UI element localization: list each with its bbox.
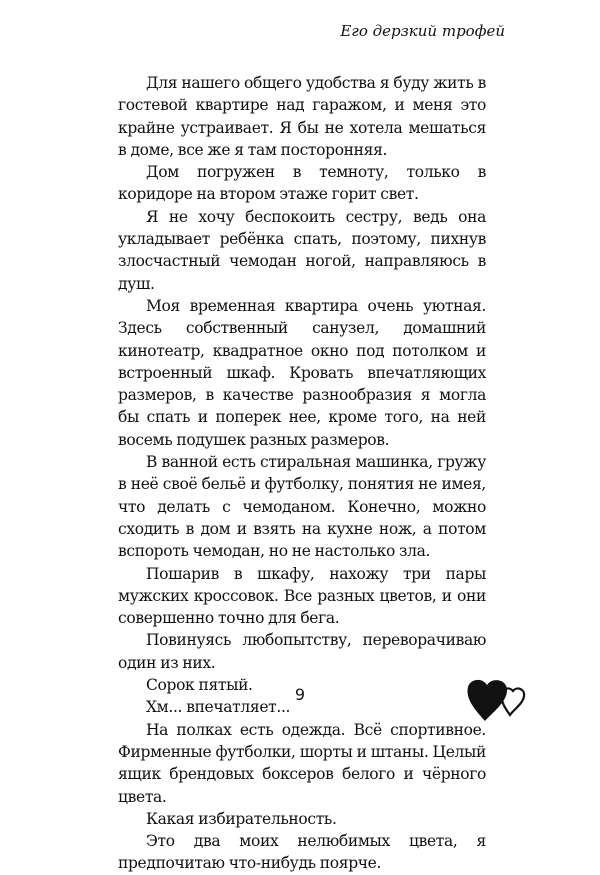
paragraph: Я не хочу беспокоить сестру, ведь она укладывает ребёнка спать, поэтому, пихнув злосчастный чемодан ногой, направляюсь в душ. [118, 207, 486, 293]
body-text [118, 72, 486, 875]
paragraph: Для нашего общего удобства я буду жить в гостевой квартире над гаражом, и меня это крайне устраивает. Я бы не хотела мешаться в доме, все же я там посторонняя. [118, 74, 486, 159]
paragraph: На полках есть одежда. Всё спортивное. Фирменные футболки, шорты и штаны. Целый ящик брендовых боксеров белого и чёрного цвета. [118, 720, 486, 806]
paragraph: Дом погружен в темноту, только в коридоре на втором этаже горит свет. [118, 163, 486, 204]
paragraph: Повинуясь любопытству, переворачиваю один из них. [118, 631, 486, 672]
paragraph: Хм... впечатляет... [146, 698, 291, 717]
paragraph: Какая избирательность. [146, 809, 337, 828]
paragraph: Моя временная квартира очень уютная. Здесь собственный санузел, домашний кинотеатр, квадратное окно под потолком и встроенный шкаф. Кровать впечатляющих размеров, в качестве разнообразия я могла бы спать и поперек нее, кроме того, на ней восемь подушек разных размеров. [118, 296, 486, 449]
page-number: 9 [294, 685, 306, 704]
filled-heart [467, 680, 507, 721]
paragraph: Сорок пятый. [146, 676, 253, 695]
paragraph: В ванной есть стиральная машинка, гружу в неё своё бельё и футболку, понятия не имея, что делать с чемоданом. Конечно, можно сходить в дом и взять на кухне нож, а потом вспороть чемодан, но не настолько зла. [118, 453, 486, 561]
paragraph: Пошарив в шкафу, нахожу три пары мужских кроссовок. Все разных цветов, и они совершенно точно для бега. [118, 564, 486, 628]
paragraph: Это два моих нелюбимых цвета, я предпочитаю что-нибудь поярче. [118, 832, 486, 873]
hearts-icon [462, 673, 528, 725]
running-header: Его дерзкий трофей [340, 22, 505, 40]
